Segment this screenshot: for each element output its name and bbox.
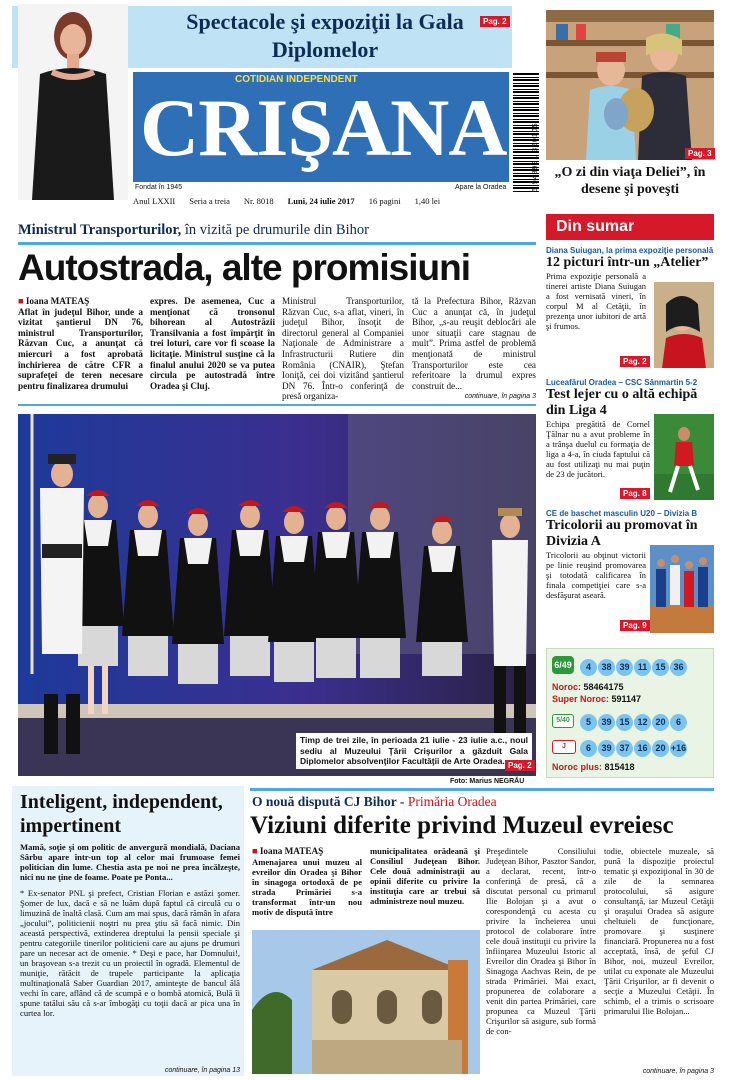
museum-author: Ioana MATEAŞ	[259, 846, 324, 856]
lead-col1-text: Aflat în judeţul Bihor, unde a vizitat şantierul DN 76, ministrul Transporturilor, Răzvan Cuc, a anunţat că miercuri a fost aprobată închirierea de către CFR a suprafeţei de teren necesare pentru finalizarea drumului	[18, 306, 143, 391]
sumar-item3-photo	[650, 545, 714, 633]
sumar-header: Din sumar	[546, 214, 714, 240]
lead-col2	[150, 296, 275, 391]
lotto-r3-n4: 16	[634, 740, 651, 757]
editorial-body	[20, 842, 240, 1018]
sumar-item2-text: Echipa pregătită de Cornel Ţălnar nu a avut probleme în a trânşa duelul cu formaţia de liga a 4-a, în ciuda faptului că au fost utilizaţi nu mai puţin de 23 de jucători.	[546, 419, 650, 479]
editorial-continue[interactable]: continuare, în pagina 13	[164, 1067, 240, 1074]
lotto-r1-n3: 39	[616, 659, 633, 676]
info-series: Seria a treia	[189, 196, 230, 206]
loto-logo-icon: 6/49	[552, 656, 574, 674]
sumar-item1-title: 12 picturi într-un „Atelier”	[546, 255, 709, 270]
museum-col3-text: Preşedintele Consiliului Judeţean Bihor, Pasztor Sandor, a declarat, recent, într-o conferinţă de presă, că a discutat personal cu primarul Ilie Bolojan şi a avut o corespondenţă cu acesta cu privire la încheierea unui protocol de colaborare între cele două instituţii cu privire la înfiinţarea Muzeului Istoric al Evreilor din Oradea şi Bihor în Sinagoga Aachvas Rein, de pe strada Primăriei. Mai exact, propunerea de colaborare a venit din partea Primăriei, care propunea ca Muzeul Ţării Crişurilor să asigure, sub formă de con-	[486, 846, 596, 1036]
lead-author: Ioana MATEAŞ	[25, 296, 90, 306]
editorial-text: * Ex-senator PNL şi prefect, Cristian Florian e astăzi şomer. Şomer de lux, dacă e să ne luăm după faptul că circulă cu o limuzină de înaltă clasă. Cum am mai spus, dacă rămân în afara „jocului”, politicienii noştri nu prea ştiu să facă nimic. Din această perspectivă, extinderea dreptului la pensii speciale şi pentru categoriile tinerilor politicieni care au ajuns pe drumuri pare un necesar act de omenie. * Deşi e pace, har Domnului!, un braşovean s-a trezit cu un proiectil în ogradă. Elementul de muniţie, rătăcit de trupele participante la aplicaţia multinaţională Saber Guardian 2017, aminteşte de bancul ălă vechi în care, aflând că de scumpă e o bombă atomică, Bulă îi spune tatălui său că s-ar îmbogăţi cu toţii dacă ar pica una în curtea lor.	[20, 888, 240, 1018]
sumar-item2-photo	[654, 414, 714, 500]
info-price: 1,40 lei	[414, 196, 441, 206]
lead-col4-text: tă la Prefectura Bihor, Răzvan Cuc a anunţat că, în judeţul Bihor, „s-au reuşit deblocări ale unor situaţii care stagnau de mult”. Prima astfel de problemă menţionată de ministrul Transporturilor este cea referitoare la drumul expres construit de...	[412, 296, 536, 391]
lotto-r2-n6: 6	[670, 714, 687, 731]
lotto-row2	[580, 712, 688, 731]
editorial-lead: Mamă, soţie şi om politic de anvergură mondială, Daciana Sârbu apare într-un top al celor mai frumoase femei politician din lume. Chestia asta pe noi ne prea încălzeşte, nici nu ne ţine de foame. Poate pe Ponta...	[20, 842, 240, 882]
delia-caption[interactable]: „O zi din viaţa Deliei”, în desene şi poveşti	[554, 165, 706, 197]
top-headline[interactable]: Spectacole şi expoziţii la Gala Diplomelor	[186, 9, 464, 62]
lotto-r2-n5: 20	[652, 714, 669, 731]
lotto-noroc	[552, 682, 624, 692]
museum-col4-text: todie, obiectele muzeale, să pună la dispoziţie proiectul tematic şi expoziţional în 30 de zile de la semnarea protocolului, să asigure consultanţă, iar Muzeul Cetăţii şi oraşului Oradea să asigure cheltuieli de funcţionare, promovare şi susţinere financiară. Propunerea nu a fost acceptată, însă, de şeful CJ Bihor, noi, muzeul Evreilor, utilat cu exponate ale Muzeului Ţării Crişurilor, ar fi devenit o secţie a Muzeului Cetăţii. În schimb, el a trimis o scrisoare primarului Ilie Bolojan...	[604, 846, 714, 1016]
lotto-r2-n3: 15	[616, 714, 633, 731]
top-woman-photo	[18, 4, 128, 200]
lead-continue[interactable]: continuare, în pagina 3	[464, 393, 536, 400]
sumar-item1-kicker: Diana Suiugan, la prima expoziţie personală	[546, 246, 714, 255]
editorial-title[interactable]: Inteligent, independent, impertinent	[20, 791, 223, 837]
info-pages: 16 pagini	[368, 196, 401, 206]
lotto-r3-n5: 20	[652, 740, 669, 757]
lotto-r1-n5: 15	[652, 659, 669, 676]
lotto-noroc-label: Noroc:	[552, 682, 581, 692]
barcode-number: 5 948991 350105	[532, 122, 539, 192]
lead-col2-text: expres. De asemenea, Cuc a menţionat că tronsonul bihorean al Autostrăzii Transilvania a fost împărţit în trei loturi, care vor fi scoase la licitaţie. Ministrul susţine că la finalul anului 2020 se va putea circula pe autostradă între Oradea şi Cluj.	[150, 296, 275, 391]
sumar-item1-photo	[654, 282, 714, 368]
museum-col1: ■ Ioana MATEAŞ Amenajarea unui muzeu al evreilor din Oradea şi Bihor în sinagoga ortodoxă de pe strada Primăriei s-a transformat într-un nou motiv de dispută între	[252, 846, 362, 917]
lead-col4	[412, 296, 536, 391]
lead-col3-text: Ministrul Transporturilor, Răzvan Cuc, s-a aflat, vineri, în judeţul Bihor, însoţit de directorul general al Companiei Naţionale de Administrare a Infrastructurii Rutiere din România (CNAIR), Ştefan Ioniţă, cei doi vizitând şantierul DN 76. Într-o conferinţă de presă organiza-	[282, 296, 404, 402]
museum-col4	[604, 846, 714, 1016]
museum-kicker-rest: Primăria Oradea	[407, 794, 497, 809]
sumar-item1-text: Prima expoziţie personală a tinerei artiste Diana Suiugan a fost vernisată vineri, în corpul M al Cetăţii, în prezenţa unor iubitori de artă şi frumos.	[546, 271, 646, 331]
masthead-logo: CRIŞANA	[140, 82, 507, 173]
museum-col3	[486, 846, 596, 1036]
lead-col1: ■ Ioana MATEAŞ Aflat în judeţul Bihor, unde a vizitat şantierul DN 76, ministrul Transporturilor, Răzvan Cuc, a anunţat că miercuri a fost aprobată închirierea de către CFR a suprafeţei de teren necesare pentru finalizarea drumului	[18, 296, 143, 391]
lotto-row3	[580, 738, 688, 757]
lead-kicker	[18, 222, 369, 239]
museum-top-rule	[250, 788, 714, 791]
museum-title[interactable]: Viziuni diferite privind Muzeul evreiesc	[250, 812, 674, 839]
info-number: Nr. 8018	[243, 196, 274, 206]
masthead-tagline: COTIDIAN INDEPENDENT	[235, 74, 358, 85]
sumar-item3-kicker: CE de baschet masculin U20 – Divizia B	[546, 509, 698, 518]
main-photo-caption: Timp de trei zile, în perioada 21 iulie - 23 iulie a.c., noul sediu al Muzeului Ţării Crişurilor a găzduit Gala Diplomelor absolvenţilor Facultăţii de Arte Oradea.	[296, 733, 532, 769]
main-photo[interactable]	[18, 414, 536, 776]
lead-bottom-rule	[18, 404, 536, 406]
museum-col2	[370, 846, 480, 906]
info-date: Luni, 24 iulie 2017	[287, 196, 355, 206]
lotto-r3-n2: 39	[598, 740, 615, 757]
lotto-r3-n3: 37	[616, 740, 633, 757]
lotto-r3-n6: +16	[670, 740, 687, 757]
lotto-row1	[580, 657, 688, 676]
sumar-item2-title: Test lejer cu o altă echipă din Liga 4	[546, 387, 698, 418]
museum-col2-text: municipalitatea orădeană şi Consiliul Judeţean Bihor. Cele două administraţii au opinii diferite cu privire la instituţia care ar trebui să administreze noul muzeu.	[370, 846, 480, 906]
lotto-r2-n1: 5	[580, 714, 597, 731]
lotto-r3-n1: 6	[580, 740, 597, 757]
delia-photo[interactable]	[546, 10, 714, 160]
lotto-super	[552, 694, 641, 704]
lead-title[interactable]: Autostrada, alte promisiuni	[18, 247, 471, 288]
main-photo-pag[interactable]: Pag. 2	[505, 760, 535, 771]
lotto-r2-n2: 39	[598, 714, 615, 731]
lotto-r1-n1: 4	[580, 659, 597, 676]
masthead-appears: Apare la Oradea	[455, 184, 507, 191]
museum-continue[interactable]: continuare, în pagina 3	[642, 1068, 714, 1075]
lotto-plus	[552, 762, 635, 772]
lead-kicker-bold: Ministrul Transporturilor,	[18, 222, 182, 238]
info-line	[133, 196, 513, 210]
museum-kicker	[252, 794, 497, 810]
top-pag-badge[interactable]: Pag. 2	[480, 16, 510, 27]
lead-kicker-rest: în vizită pe drumurile din Bihor	[184, 222, 369, 238]
info-year: Anul LXXII	[133, 196, 176, 206]
museum-col1-text: Amenajarea unui muzeu al evreilor din Oradea şi Bihor în sinagoga ortodoxă de pe strada Primăriei s-a transformat într-un nou motiv de dispută între	[252, 856, 362, 917]
delia-pag-badge[interactable]: Pag. 3	[685, 148, 715, 159]
sumar-item3-pag[interactable]: Pag. 9	[620, 620, 650, 631]
lotto-plus-label: Noroc plus:	[552, 762, 603, 772]
masthead-founded: Fondat în 1945	[135, 184, 183, 191]
lotto-r1-n4: 11	[634, 659, 651, 676]
lotto-r2-n4: 12	[634, 714, 651, 731]
sumar-item2-kicker: Luceafărul Oradea – CSC Sânmartin 5-2	[546, 378, 698, 387]
lotto-super-label: Super Noroc:	[552, 694, 610, 704]
loto540-logo-icon: 5/40	[552, 714, 574, 728]
lotto-super-value: 591147	[611, 694, 642, 704]
joker-logo-icon: J	[552, 740, 576, 754]
lead-col3	[282, 296, 404, 402]
sumar-item1-pag[interactable]: Pag. 2	[620, 356, 650, 367]
museum-kicker-bold: O nouă dispută CJ Bihor -	[252, 794, 405, 809]
lotto-plus-value: 815418	[604, 762, 635, 772]
sumar-item3-title: Tricolorii au promovat în Divizia A	[546, 518, 698, 549]
sumar-item2-pag[interactable]: Pag. 8	[620, 488, 650, 499]
photo-credit: Foto: Marius NEGRĂU	[450, 778, 525, 785]
synagogue-photo	[252, 930, 480, 1074]
lotto-noroc-value: 58464175	[583, 682, 624, 692]
lotto-r1-n2: 38	[598, 659, 615, 676]
sumar-item3-text: Tricolorii au obţinut victorii pe linie reuşind promovarea şi totodată calificarea în finala competiţiei care s-a desfăşurat aseară.	[546, 550, 646, 600]
lotto-r1-n6: 36	[670, 659, 687, 676]
